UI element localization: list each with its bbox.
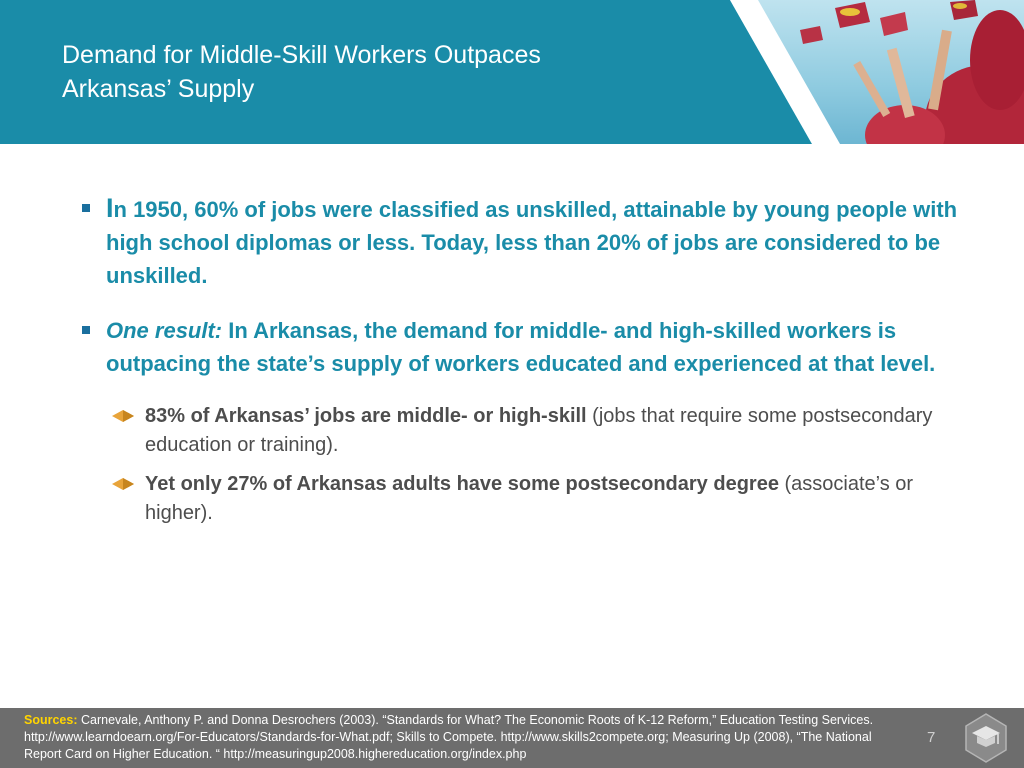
sub-bullet-text: (associate’s or higher). bbox=[145, 473, 914, 524]
bullet-italic-lead: One result: bbox=[106, 318, 223, 343]
sub-bullet-adults-degree bbox=[80, 470, 980, 528]
bullet-text: n 1950, 60% of jobs were classified as unskilled, attainable by young people with high school diplomas or less. Today, less than 20% of jobs are considered to be unskilled. bbox=[106, 197, 958, 288]
page-title bbox=[62, 38, 662, 106]
graduation-cap-logo-icon bbox=[962, 712, 1010, 764]
bullet-lead-letter: I bbox=[106, 193, 114, 223]
sub-bullet-text: (jobs that require some postsecondary education or training). bbox=[145, 405, 933, 456]
diamond-bullet-icon bbox=[112, 478, 134, 490]
footer-bar bbox=[0, 708, 1024, 768]
title-line-1: Demand for Middle-Skill Workers Outpaces bbox=[62, 41, 541, 69]
sub-bullet-bold: 83% of Arkansas’ jobs are middle- or high-skill bbox=[145, 405, 587, 427]
slide-content bbox=[80, 192, 980, 538]
sub-bullet-bold: Yet only 27% of Arkansas adults have some postsecondary degree bbox=[145, 473, 779, 495]
bullet-arkansas-demand bbox=[80, 314, 980, 380]
page-number: 7 bbox=[927, 729, 936, 746]
sources-label: Sources: bbox=[24, 713, 78, 727]
bullet-text: In Arkansas, the demand for middle- and high-skilled workers is outpacing the state’s supply of workers educated and experienced at that level. bbox=[106, 318, 936, 376]
header-band bbox=[0, 0, 1024, 144]
diamond-bullet-icon bbox=[112, 410, 134, 422]
sub-bullet-jobs-skill bbox=[80, 402, 980, 460]
sources-text bbox=[24, 712, 904, 763]
bullet-1950-unskilled bbox=[80, 192, 980, 292]
title-line-2: Arkansas’ Supply bbox=[62, 75, 255, 103]
square-bullet-icon bbox=[82, 326, 90, 334]
sources-body: Carnevale, Anthony P. and Donna Desrochers (2003). “Standards for What? The Economic Roots of K-12 Reform,” Education Testing Services. http://www.learndoearn.org/For-Educators/Standards-for-What.pdf; Skills to Compete. http://www.skills2compete.org; Measuring Up (2008), “The National Report Card on Higher Education. “ http://measuringup2008.highereducation.org/index.php bbox=[24, 713, 874, 761]
square-bullet-icon bbox=[82, 204, 90, 212]
